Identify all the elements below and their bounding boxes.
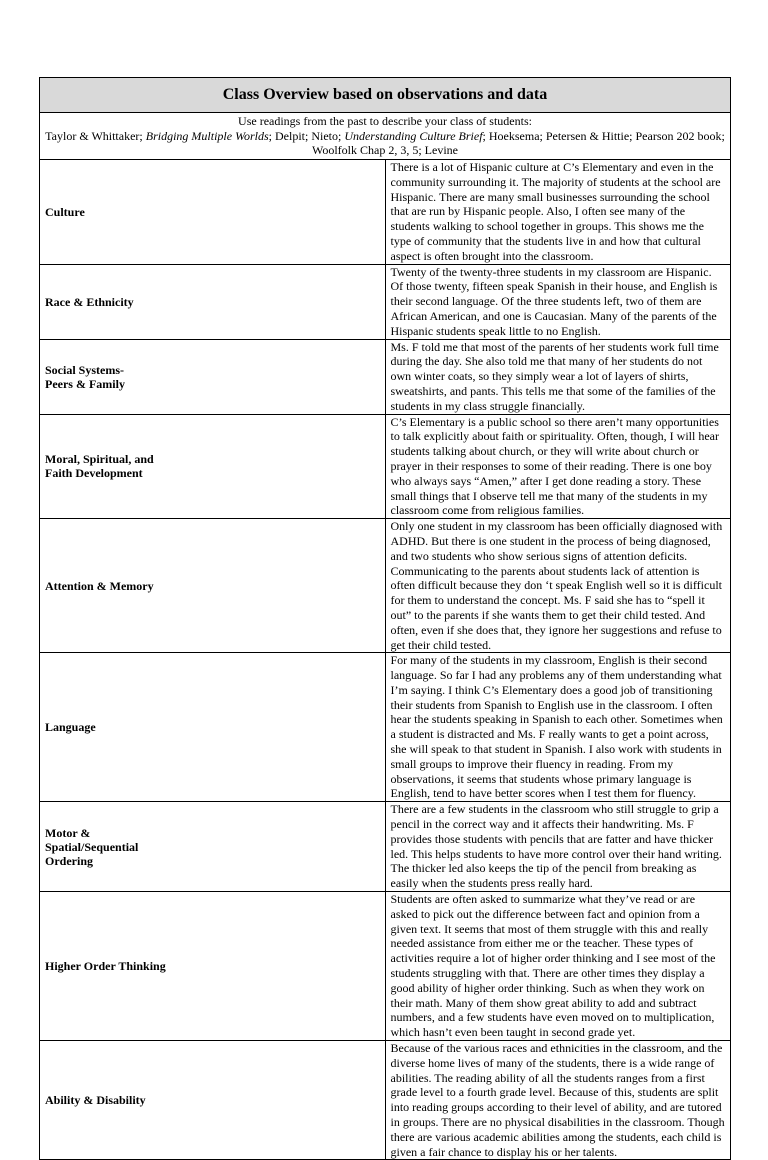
category-observation: There is a lot of Hispanic culture at C’s Elementary and even in the community surrounding it. The majority of students at the school are Hispanic. There are many small businesses surrounding the school that are run by Hispanic people. Also, I often see many of the students walking to school together in groups. This shows me the type of community that the students live in and how that cultural aspect is often brought into the classroom. <box>385 160 731 265</box>
category-label: Ability & Disability <box>40 1041 386 1160</box>
title-row <box>40 78 731 113</box>
table-row <box>40 160 731 265</box>
category-label: Race & Ethnicity <box>40 264 386 339</box>
table-row <box>40 264 731 339</box>
table-row <box>40 802 731 892</box>
category-observation: C’s Elementary is a public school so there aren’t many opportunities to talk explicitly about faith or spirituality. Often, though, I will hear students talking about church, or they will write about church or prayer in their responses to some of their reading. There is one boy who always says “Amen,” after I get done reading a story. These small things that I observe tell me that many of the students in my classroom come from religious families. <box>385 414 731 519</box>
category-observation: Ms. F told me that most of the parents of her students work full time during the day. She also told me that many of her students do not own winter coats, so they simply wear a lot of layers of shirts, sweatshirts, and pants. This tells me that some of the families of the students in my class struggle financially. <box>385 339 731 414</box>
reading-title: Understanding Culture Brief <box>344 128 483 143</box>
category-label: Higher Order Thinking <box>40 892 386 1041</box>
reading-references <box>45 129 725 158</box>
category-observation: Twenty of the twenty-three students in my classroom are Hispanic. Of those twenty, fifteen speak Spanish in their house, and English is their second language. Of the three students left, two of them are African American, and one is Caucasian. Many of the parents of the Hispanic students speak little to no English. <box>385 264 731 339</box>
table-row <box>40 1041 731 1160</box>
document-title: Class Overview based on observations and data <box>40 78 731 113</box>
reading-title: Bridging Multiple Worlds <box>145 128 269 143</box>
class-overview-table <box>39 77 731 1160</box>
category-observation: Students are often asked to summarize what they’ve read or are asked to pick out the difference between fact and opinion from a given text. It seems that most of them struggle with this and really needed assistance from either me or the teacher. These types of activities require a lot of higher order thinking and I see most of the students struggling with that. There are other times they display a good ability of higher order thinking. Such as when they work on their math. Many of them show great ability to add and subtract numbers, and a few students have even moved on to multiplication, which hasn’t even been taught in second grade yet. <box>385 892 731 1041</box>
category-observation: There are a few students in the classroom who still struggle to grip a pencil in the correct way and it affects their handwriting. Ms. F provides those students with pencils that are fatter and have thicker led. This helps students to have more control over their hand writing. The thicker led also keeps the tip of the pencil from breaking as easily when the students press really hard. <box>385 802 731 892</box>
category-observation: For many of the students in my classroom, English is their second language. So far I had any problems any of them understanding what I’m saying. I think C’s Elementary does a good job of transitioning their students from Spanish to English use in the classroom. I often hear the students speaking in Spanish to each other. Sometimes when a student is distracted and Ms. F really wants to get a point across, she will speak to that student in Spanish. I also work with students in small groups to improve their fluency in reading. From my observations, it seems that students whose primary language is English, tend to have better scores when I test them for fluency. <box>385 653 731 802</box>
category-label: Language <box>40 653 386 802</box>
table-row <box>40 519 731 653</box>
table-row <box>40 414 731 519</box>
intro-cell <box>40 113 731 160</box>
category-label: Moral, Spiritual, and Faith Development <box>40 414 386 519</box>
table-row <box>40 339 731 414</box>
table-row <box>40 653 731 802</box>
category-observation: Because of the various races and ethnicities in the classroom, and the diverse home lives of many of the students, there is a wide range of abilities. The reading ability of all the students ranges from a first grade level to a fourth grade level. Because of this, students are split into reading groups according to their level of ability, and are tutored in groups. There are no physical disabilities in the classroom. Though there are various academic abilities among the students, each child is given a fair chance to display his or her talents. <box>385 1041 731 1160</box>
category-label: Culture <box>40 160 386 265</box>
intro-instructions: Use readings from the past to describe your class of students: <box>238 114 532 129</box>
table-row <box>40 892 731 1041</box>
reading-authors: Taylor & Whittaker; <box>45 128 146 143</box>
reading-authors: ; Delpit; Nieto; <box>268 128 345 143</box>
category-label: Attention & Memory <box>40 519 386 653</box>
category-label: Social Systems- Peers & Family <box>40 339 386 414</box>
category-label: Motor & Spatial/Sequential Ordering <box>40 802 386 892</box>
category-observation: Only one student in my classroom has been officially diagnosed with ADHD. But there is one student in the process of being diagnosed, and two students who show serious signs of attention deficits. Communicating to the parents about students lack of attention is often difficult because they don ‘t speak English well so it is difficult for them to understand the concept. Ms. F said she has to “spell it out” to the parents if she wants them to get their child tested. And often, even if she does that, they ignore her suggestions and refuse to get their child tested. <box>385 519 731 653</box>
intro-row <box>40 113 731 160</box>
reading-authors: ; Hoeksema; Petersen & Hittie; Pearson 202 book; Woolfolk Chap 2, 3, 5; Levine <box>311 128 725 158</box>
